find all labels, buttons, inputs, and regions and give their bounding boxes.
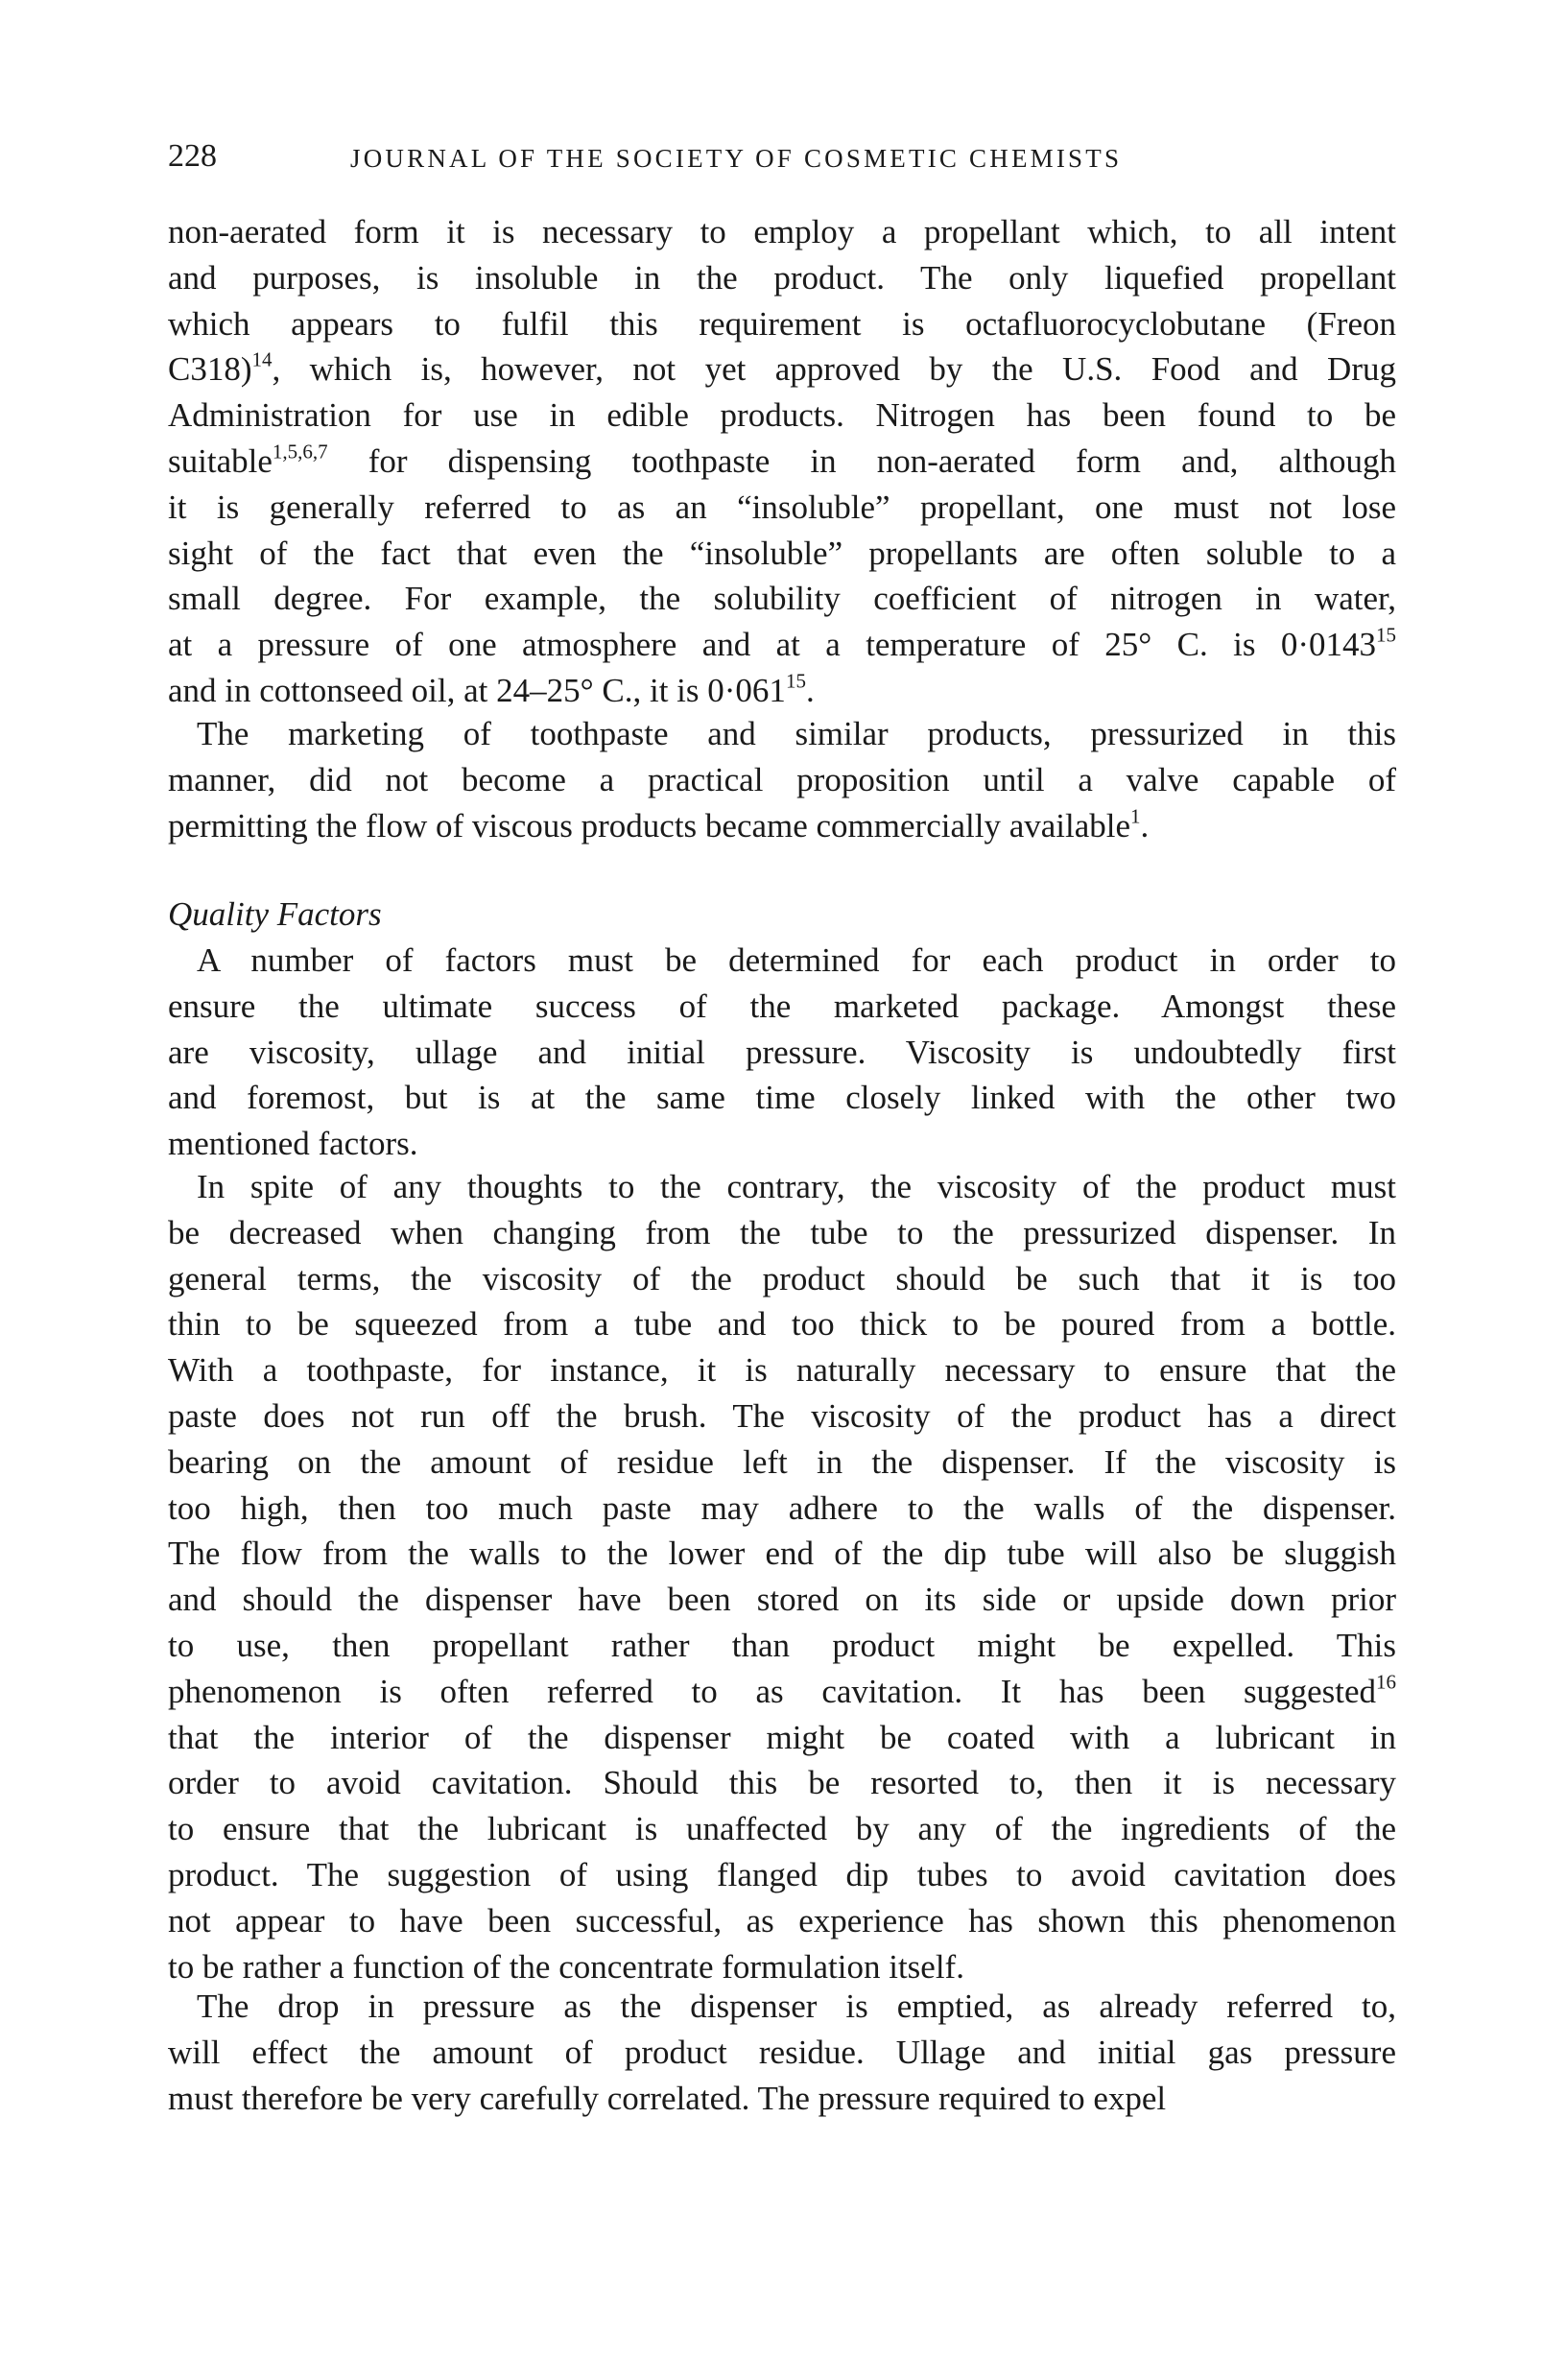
text-line: which appears to fulfil this requirement is octafluorocyclobutane (Freon — [168, 304, 1396, 343]
text-line: be decreased when changing from the tube to the pressurized dispenser. In — [168, 1213, 1396, 1251]
text-line: suitable$^{1,5,6,7}$ for dispensing toothpaste in non-aerated form and, although — [168, 440, 1396, 480]
text-line: and purposes, is insoluble in the product. The only liquefied propellant — [168, 258, 1396, 297]
text-line: manner, did not become a practical proposition until a valve capable of — [168, 760, 1396, 798]
text-line: order to avoid cavitation. Should this be resorted to, then it is necessary — [168, 1764, 1396, 1802]
text-line: general terms, the viscosity of the product should be such that it is too — [168, 1259, 1396, 1297]
journal-title: JOURNAL OF THE SOCIETY OF COSMETIC CHEMISTS — [350, 144, 1123, 173]
text-line: A number of factors must be determined for each product in order to — [197, 941, 1396, 979]
text-line: bearing on the amount of residue left in the dispenser. If the viscosity is — [168, 1442, 1396, 1481]
text-line: non-aerated form it is necessary to employ a propellant which, to all intent — [168, 213, 1396, 250]
text-line: at a pressure of one atmosphere and at a temperature of 25° C. is $0\cdot 0143^{15}$ — [168, 623, 1396, 664]
text-line: C318)$^{14}$, which is, however, not yet approved by the U.S. Food and Drug — [168, 347, 1396, 389]
text-line: thin to be squeezed from a tube and too thick to be poured from a bottle. — [168, 1305, 1396, 1344]
running-header — [168, 133, 1396, 179]
paragraph-3 — [168, 938, 1396, 1167]
text-line: The marketing of toothpaste and similar products, pressurized in this — [197, 715, 1396, 752]
text-line: small degree. For example, the solubility coefficient of nitrogen in water, — [168, 580, 1396, 618]
text-line: Administration for use in edible products. Nitrogen has been found to be — [168, 396, 1396, 435]
text-line: paste does not run off the brush. The viscosity of the product has a direct — [168, 1396, 1396, 1435]
text-line: phenomenon is often referred to as cavitation. It has been suggested$^{16}$ — [168, 1670, 1396, 1710]
text-line: permitting the flow of viscous products became commercially available$^1$. — [168, 803, 1150, 845]
text-line: and in cottonseed oil, at 24–25° C., it is $0\cdot 061^{15}$. — [168, 669, 815, 709]
text-line: it is generally referred to as an “insoluble” propellant, one must not lose — [168, 488, 1396, 526]
text-line: product. The suggestion of using flanged dip tubes to avoid cavitation does — [168, 1855, 1396, 1893]
paragraph-4 — [168, 1164, 1396, 1989]
text-line: and should the dispenser have been stored on its side or upside down prior — [168, 1581, 1396, 1619]
text-line: to ensure that the lubricant is unaffected by any of the ingredients of the — [168, 1810, 1396, 1848]
paragraph-5 — [168, 1984, 1396, 2121]
text-line: to use, then propellant rather than product might be expelled. This — [168, 1626, 1396, 1664]
text-line: too high, then too much paste may adhere to the walls of the dispenser. — [168, 1488, 1396, 1527]
text-line: will effect the amount of product residue. Ullage and initial gas pressure — [168, 2033, 1396, 2071]
text-line: are viscosity, ullage and initial pressure. Viscosity is undoubtedly first — [168, 1033, 1396, 1071]
text-line: mentioned factors. — [168, 1125, 418, 1163]
text-line: sight of the fact that even the “insoluble” propellants are often soluble to a — [168, 534, 1396, 572]
text-line: that the interior of the dispenser might be coated with a lubricant in — [168, 1718, 1396, 1756]
paragraph-1 — [168, 209, 1396, 714]
page-number: 228 — [168, 138, 217, 174]
text-line: and foremost, but is at the same time closely linked with the other two — [168, 1079, 1396, 1117]
text-line: must therefore be very carefully correlated. The pressure required to expel — [168, 2079, 1167, 2117]
section-heading — [168, 892, 1396, 938]
text-line: not appear to have been successful, as experience has shown this phenomenon — [168, 1901, 1396, 1940]
text-line: The drop in pressure as the dispenser is emptied, as already referred to, — [197, 1987, 1396, 2025]
text-line: Quality Factors — [168, 895, 382, 933]
text-line: With a toothpaste, for instance, it is naturally necessary to ensure that the — [168, 1351, 1396, 1390]
paragraph-2 — [168, 711, 1396, 848]
text-line: The flow from the walls to the lower end of the dip tube will also be sluggish — [168, 1535, 1396, 1573]
text-line: In spite of any thoughts to the contrary, the viscosity of the product must — [197, 1168, 1396, 1205]
text-line: ensure the ultimate success of the marketed package. Amongst these — [168, 987, 1396, 1025]
text-line: to be rather a function of the concentrate formulation itself. — [168, 1947, 964, 1986]
